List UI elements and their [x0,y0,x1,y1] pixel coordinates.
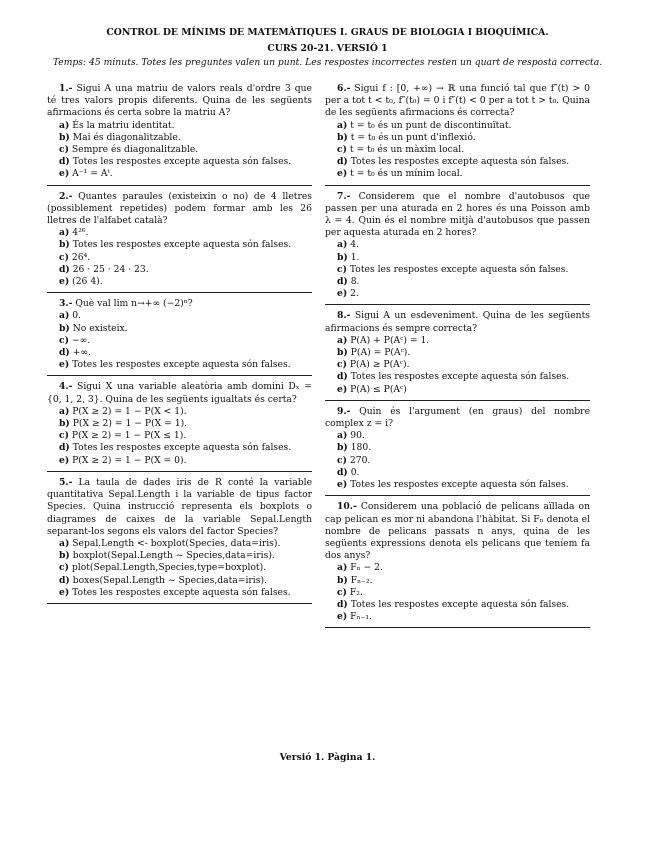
option-text: plot(Sepal.Length,Species,type=boxplot). [71,562,267,574]
option-text: Sempre és diagonalitzable. [71,144,199,156]
option-b [337,252,590,264]
option-text: 0. [350,466,360,478]
question-text: La taula de dades iris de R conté la variable quantitativa Sepal.Length i la variable de tipus factor Species. Quina instrucció representa els boxplots o diagrames de caixes de la variable Sepal.Length separant-los segons els valors del factor Species? [47,476,313,537]
option-letter: a) [59,405,70,417]
option-text: Totes les respostes excepte aquesta són falses. [350,479,569,491]
option-b [59,239,312,251]
option-letter: a) [59,227,70,239]
option-b [337,132,590,144]
option-a [337,335,590,347]
option-letter: d) [59,574,70,586]
option-d [337,467,590,479]
option-letter: e) [59,359,70,371]
option-letter: b) [337,251,348,263]
option-d [337,156,590,168]
question-text: Considerem que el nombre d'autobusos que passen per una aturada en 2 hores és una Poisson amb λ = 4. Quin és el nombre mitjà d'autobusos que passen per aquesta aturada en 2 hores? [325,190,590,239]
option-letter: c) [337,144,347,156]
option-text: (26 4). [72,276,103,288]
option-letter: e) [59,276,70,288]
question-text: Sigui A una matriu de valors reals d'ordre 3 que té tres valors propis diferents. Quina de les següents afirmacions és certa sobre la matriu A? [47,83,312,119]
option-letter: c) [59,562,69,574]
option-text: Mai és diagonalitzable. [72,131,181,143]
question-stem [47,298,312,310]
question-text: Quin és l'argument (en graus) del nombre complex z = i? [325,405,591,430]
question-2 [47,186,312,294]
option-letter: d) [337,156,348,168]
question-number: 7.- [337,190,351,202]
option-text: 4. [350,239,360,251]
option-text: 180. [350,442,372,454]
option-b [59,550,312,562]
option-text: P(X ≥ 2) = 1 − P(X = 1). [72,418,188,430]
option-e [337,288,590,300]
option-d [59,575,312,587]
option-letter: b) [59,239,70,251]
option-letter: d) [337,466,348,478]
option-letter: c) [337,359,347,371]
option-text: Fₙ₋₂. [350,574,373,586]
option-letter: e) [59,168,70,180]
option-text: P(A) + P(Aᶜ) = 1. [350,334,430,346]
option-e [337,384,590,396]
option-text: És la matriu identitat. [72,119,175,131]
option-b [59,132,312,144]
option-letter: b) [59,322,70,334]
option-letter: a) [337,239,348,251]
option-text: P(X ≥ 2) = 1 − P(X ≤ 1). [71,430,187,442]
option-letter: d) [59,263,70,275]
option-text: P(A) ≤ P(Aᶜ) [350,383,407,395]
option-letter: b) [337,347,348,359]
option-text: t = t₀ és un punt de discontinuïtat. [350,119,512,131]
option-c [337,359,590,371]
question-9 [325,401,590,496]
option-letter: e) [59,454,70,466]
option-text: t = t₀ és un punt d'inflexió. [350,131,476,143]
question-number: 5.- [59,476,73,488]
question-8 [325,305,590,400]
option-text: Totes les respostes excepte aquesta són falses. [72,586,291,598]
question-stem [47,191,312,228]
option-text: Totes les respostes excepte aquesta són falses. [72,359,291,371]
option-c [337,455,590,467]
question-number: 1.- [59,83,73,94]
option-letter: d) [337,598,348,610]
option-text: No existeix. [72,322,128,334]
option-d [59,264,312,276]
option-letter: e) [337,383,348,395]
question-10 [325,496,590,628]
question-text: Sigui X una variable aleatòria amb domini Dₓ = {0, 1, 2, 3}. Quina de les següents igualtats és certa? [47,381,312,405]
option-e [59,359,312,371]
option-text: 26⁴. [71,251,91,263]
option-a [59,227,312,239]
option-c [59,252,312,264]
option-e [337,168,590,180]
question-text: Quantes paraules (existeixin o no) de 4 lletres (possiblement repetides) podem formar amb les 26 lletres de l'alfabet català? [47,190,313,227]
option-text: F₂. [349,586,363,598]
option-text: 270. [349,454,371,466]
option-text: −∞. [71,334,91,346]
option-text: boxes(Sepal.Length ~ Species,data=iris). [72,574,267,586]
right-column [325,78,590,628]
option-letter: c) [337,263,347,275]
option-c [59,430,312,442]
left-column [47,78,312,604]
option-text: Totes les respostes excepte aquesta són falses. [72,442,292,454]
option-text: Totes les respostes excepte aquesta són falses. [350,371,570,383]
question-1 [47,78,312,186]
question-text: Sigui A un esdeveniment. Quina de les següents afirmacions és sempre correcta? [325,310,590,334]
option-text: P(X ≥ 2) = 1 − P(X < 1). [72,405,187,417]
option-letter: a) [59,537,70,549]
page-footer: Versió 1. Pàgina 1. [279,752,376,763]
option-b [59,323,312,335]
option-text: P(X ≥ 2) = 1 − P(X = 0). [72,454,187,466]
option-letter: a) [337,119,348,131]
option-letter: a) [337,562,348,574]
option-text: Totes les respostes excepte aquesta són falses. [72,156,292,168]
option-letter: b) [59,550,70,562]
option-d [59,347,312,359]
option-d [59,442,312,454]
option-e [59,276,312,288]
option-a [59,120,312,132]
option-letter: c) [337,586,347,598]
option-a [337,120,590,132]
question-5 [47,472,312,604]
exam-instructions: Temps: 45 minuts. Totes les preguntes valen un punt. Les respostes incorrectes resten un quart de resposta correcta. [52,57,603,68]
option-letter: c) [59,334,69,346]
option-letter: e) [337,168,348,180]
option-letter: c) [59,144,69,156]
question-4 [47,376,312,471]
question-stem [325,406,590,430]
option-b [59,418,312,430]
option-letter: e) [337,611,348,623]
option-text: Totes les respostes excepte aquesta són falses. [350,598,570,610]
option-text: 0. [72,310,82,322]
option-b [337,575,590,587]
question-7 [325,186,590,306]
option-a [59,310,312,322]
option-text: 2. [350,288,359,300]
question-number: 4.- [59,381,73,393]
option-d [337,371,590,383]
option-letter: d) [59,442,70,454]
option-b [337,347,590,359]
option-c [59,562,312,574]
option-text: Totes les respostes excepte aquesta són falses. [349,263,569,275]
option-letter: d) [337,276,348,288]
question-text: Què val lim n→+∞ (−2)ⁿ? [75,298,193,310]
option-letter: d) [337,371,348,383]
option-letter: b) [337,442,348,454]
option-a [337,430,590,442]
option-c [337,587,590,599]
question-stem [47,381,312,405]
option-a [59,538,312,550]
option-text: 4²⁶. [72,227,89,239]
option-text: Totes les respostes excepte aquesta són falses. [350,156,570,168]
option-e [59,587,312,599]
question-stem [47,83,312,120]
question-stem [325,310,590,334]
option-text: Totes les respostes excepte aquesta són falses. [72,239,292,251]
option-letter: e) [337,288,348,300]
option-text: A⁻¹ = Aᵗ. [72,168,113,180]
option-c [59,335,312,347]
option-letter: c) [59,430,69,442]
option-letter: e) [337,479,348,491]
option-c [337,264,590,276]
question-number: 6.- [337,83,351,94]
question-number: 8.- [337,310,351,322]
option-text: Sepal.Length <- boxplot(Species, data=iris). [72,537,281,549]
option-b [337,442,590,454]
option-text: +∞. [72,347,91,359]
question-6 [325,78,590,186]
option-text: P(A) = P(Aᶜ). [350,347,411,359]
question-text: Considerem una població de pelicans aïllada on cap pelican es mor ni abandona l'hàbitat. Si Fₙ denota el nombre de pelicans passats n anys, quina de les següents expressions denota els pelicans que teníem fa dos anys? [325,501,590,562]
option-text: boxplot(Sepal.Length ~ Species,data=iris). [72,550,275,562]
option-text: 8. [350,276,360,288]
option-letter: a) [59,119,70,131]
option-letter: c) [337,454,347,466]
question-number: 9.- [337,405,351,417]
question-text: Sigui f : [0, +∞) → ℝ una funció tal que f″(t) > 0 per a tot t < t₀, f″(t₀) = 0 i f″(t) < 0 per a tot t > t₀. Quina de les següents afirmacions és correcta? [325,83,590,119]
option-letter: e) [59,586,70,598]
option-a [337,562,590,574]
question-3 [47,293,312,376]
option-e [59,168,312,180]
option-letter: b) [337,131,348,143]
option-a [337,239,590,251]
question-number: 10.- [337,501,357,513]
option-d [59,156,312,168]
option-c [59,144,312,156]
question-number: 2.- [59,190,73,202]
option-d [337,276,590,288]
option-letter: a) [337,334,348,346]
option-letter: b) [337,574,348,586]
option-letter: a) [337,430,348,442]
option-text: Fₙ₋₁. [350,611,372,623]
option-letter: b) [59,131,70,143]
question-stem [325,191,590,240]
option-letter: a) [59,310,70,322]
option-d [337,599,590,611]
option-c [337,144,590,156]
question-number: 3.- [59,298,73,310]
option-e [337,479,590,491]
option-text: 90. [350,430,365,442]
option-a [59,406,312,418]
option-text: t = t₀ és un màxim local. [349,144,465,156]
page-title: CONTROL DE MÍNIMS DE MATEMÀTIQUES I. GRAUS DE BIOLOGIA I BIOQUÍMICA. [106,27,549,38]
question-stem [325,83,590,120]
option-e [337,611,590,623]
question-stem [325,501,590,562]
option-letter: d) [59,156,70,168]
option-letter: d) [59,347,70,359]
question-stem [47,477,312,538]
option-text: 1. [350,251,360,263]
option-letter: c) [59,251,69,263]
option-text: t = t₀ és un mínim local. [350,168,463,180]
option-text: 26 · 25 · 24 · 23. [72,263,149,275]
option-text: Fₙ − 2. [350,562,383,574]
option-e [59,455,312,467]
page-subtitle: CURS 20-21. VERSIÓ 1 [267,43,388,54]
option-text: P(A) ≥ P(Aᶜ). [349,359,410,371]
option-letter: b) [59,418,70,430]
